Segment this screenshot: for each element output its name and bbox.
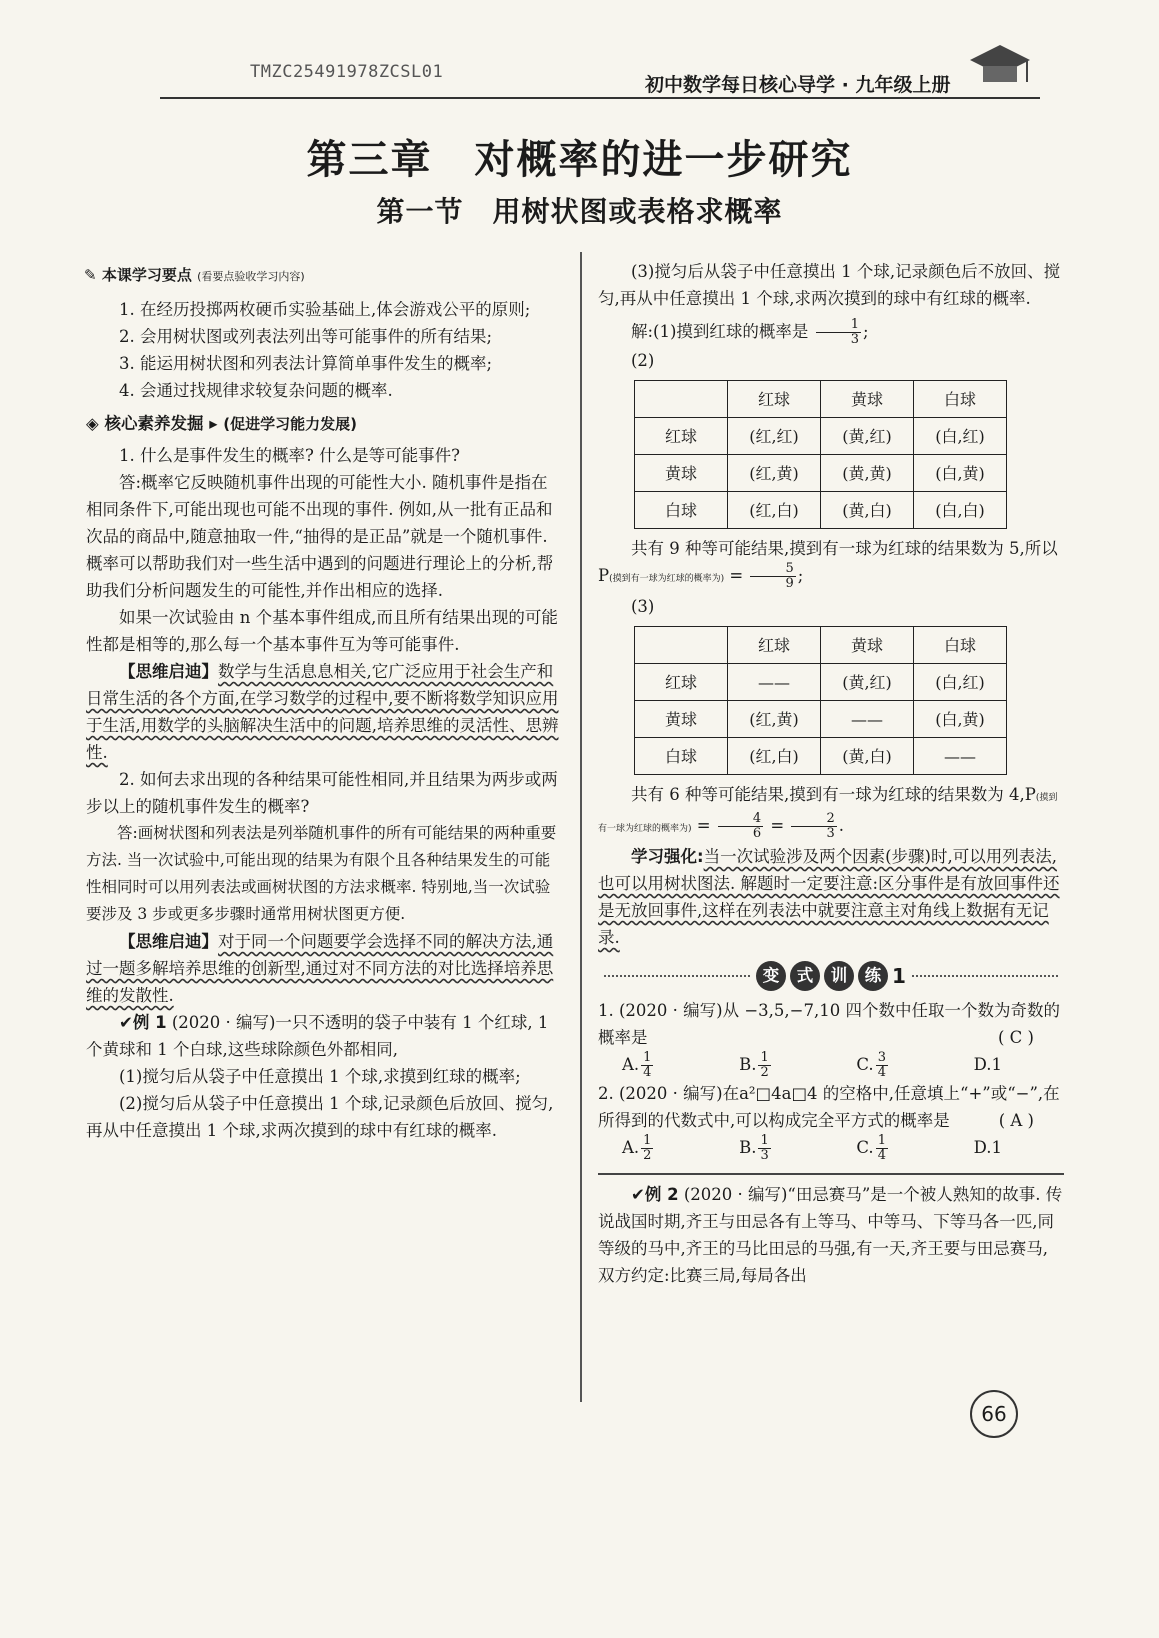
graduation-cap-icon [965,40,1035,95]
fraction: $\frac{1}{3}$ [816,318,861,347]
page-number: 66 [970,1390,1018,1438]
table-row: 红球 —— (黄,红) (白,红) [635,664,1007,701]
left-column [86,262,562,1144]
fraction: $\frac{4}{6}$ [718,812,763,841]
table-row: 白球 (红,白) (黄,白) —— [635,738,1007,775]
answer-2: 答:画树状图和列表法是列举随机事件的所有可能结果的两种重要方法. 当一次试验中,可能出现的结果为有限个且各种结果发生的可能性相同时可以用列表法或画树状图的方法求概率. 特别地,当一次试验要涉及 3 步或更多步骤时通常用树状图更方便. [86,824,557,923]
option: B. $\frac{1}{3}$ [739,1133,769,1163]
table-row: 黄球 (红,黄) —— (白,黄) [635,701,1007,738]
checkmark-icon: ✔ [119,1013,133,1032]
result-2: 共有 9 种等可能结果,摸到有一球为红球的结果数为 5,所以 P(摸到有一球为红球的概率为) = $\frac{5}{9}$ ; [598,539,1058,591]
right-column [598,258,1064,1289]
book-code: TMZC25491978ZCSL01 [250,62,444,82]
table-row: 红球 黄球 白球 [635,381,1007,418]
part-3-label: (3) [631,597,655,616]
table-row: 红球 黄球 白球 [635,627,1007,664]
table-row: 红球 (红,红) (黄,红) (白,红) [635,418,1007,455]
divider [598,1173,1064,1175]
book-name: 初中数学每日核心导学 · 九年级上册 [645,74,951,96]
option: C. $\frac{3}{4}$ [856,1050,886,1080]
example-1-part1: (1)搅匀后从袋子中任意摸出 1 个球,求摸到红球的概率; [119,1067,521,1086]
header-rule [160,97,1040,99]
example-1: ✔例 1 (2020 · 编写)一只不透明的袋子中装有 1 个红球, 1 个黄球和 1 个白球,这些球除颜色外都相同, [86,1013,549,1059]
table-row: 黄球 (红,黄) (黄,黄) (白,黄) [635,455,1007,492]
example-1-part3: (3)搅匀后从袋子中任意摸出 1 个球,记录颜色后不放回、搅匀,再从中任意摸出 1 个球,求两次摸到的球中有红球的概率. [598,262,1061,308]
part-2-label: (2) [631,351,655,370]
think-1: 【思维启迪】数学与生活息息相关,它广泛应用于社会生产和日常生活的各个方面,在学习数学的过程中,要不断将数学知识应用于生活,用数学的头脑解决生活中的问题,培养思维的灵活性、思辨性. [86,662,559,762]
table-part-3 [634,626,1007,775]
question-2: 2. 如何去求出现的各种结果可能性相同,并且结果为两步或两步以上的随机事件发生的概率? [86,770,558,816]
fraction: $\frac{2}{3}$ [791,812,836,841]
exercise-1-options [622,1051,1002,1080]
key-point: 4. 会通过找规律求较复杂问题的概率. [119,381,393,400]
table-row: 白球 (红,白) (黄,白) (白,白) [635,492,1007,529]
chapter-title: 第三章 对概率的进一步研究 [306,137,853,183]
exercise-2: 2. (2020 · 编写)在a²□4a□4 的空格中,任意填上“+”或“−”,在所得到的代数式中,可以构成完全平方式的概率是 ( A ) [598,1084,1060,1130]
think-2: 【思维启迪】对于同一个问题要学会选择不同的解决方法,通过一题多解培养思维的创新型,通过对不同方法的对比选择培养思维的发散性. [86,932,554,1005]
exercise-1: 1. (2020 · 编写)从 −3,5,−7,10 四个数中任取一个数为奇数的概率是 ( C ) [598,1001,1060,1047]
question-1: 1. 什么是事件发生的概率? 什么是等可能事件? [119,446,460,465]
key-point: 1. 在经历投掷两枚硬币实验基础上,体会游戏公平的原则; [119,300,531,319]
key-point: 2. 会用树状图或列表法列出等可能事件的所有结果; [119,327,493,346]
option: A. $\frac{1}{2}$ [622,1133,652,1163]
learning-strengthen: 学习强化:当一次试验涉及两个因素(步骤)时,可以用列表法,也可以用树状图法. 解题时一定要注意:区分事件是有放回事件还是无放回事件,这样在列表法中就要注意主对角线上数据有无记录. [598,847,1060,947]
exercise-2-options [622,1134,1002,1163]
fraction: $\frac{5}{9}$ [750,562,795,591]
section-title: 第一节 用树状图或表格求概率 [376,195,783,228]
key-points-list [86,296,562,404]
checkmark-icon: ✔ [631,1185,645,1204]
key-points-heading: ✎ 本课学习要点 (看要点验收学习内容) [84,266,305,284]
result-3: 共有 6 种等可能结果,摸到有一球为红球的结果数为 4,P(摸到有一球为红球的概率为) = $\frac{4}{6}$ = $\frac{2}{3}$ . [598,785,1058,841]
example-2: ✔例 2 (2020 · 编写)“田忌赛马”是一个被人熟知的故事. 传说战国时期,齐王与田忌各有上等马、中等马、下等马各一匹,同等级的马中,齐王的马比田忌的马强,有一天,齐王要与田忌赛马,双方约定:比赛三局,每局各出 [598,1185,1063,1285]
option: D.1 [973,1138,1002,1157]
option: C. $\frac{1}{4}$ [856,1133,886,1163]
option: B. $\frac{1}{2}$ [739,1050,769,1080]
option: D.1 [973,1055,1002,1074]
table-part-2 [634,380,1007,529]
example-1-part2: (2)搅匀后从袋子中任意摸出 1 个球,记录颜色后放回、搅匀,再从中任意摸出 1 个球,求两次摸到的球中有红球的概率. [86,1094,554,1140]
option: A. $\frac{1}{4}$ [622,1050,652,1080]
answer-1b: 如果一次试验由 n 个基本事件组成,而且所有结果出现的可能性都是相等的,那么每一个基本事件互为等可能事件. [86,608,558,654]
pen-icon: ✎ [84,266,97,284]
solution-1: 解:(1)摸到红球的概率是 $\frac{1}{3}$ ; [631,317,869,347]
practice-banner: 变 式 训 练 1 [598,961,1064,991]
answer-1: 答:概率它反映随机事件出现的可能性大小. 随机事件是指在相同条件下,可能出现也可能不出现的事件. 例如,从一批有正品和次品的商品中,随意抽取一件,“抽得的是正品”就是一个随机事件. 概率可以帮助我们对一些生活中遇到的问题进行理论上的分析,帮助我们分析问题发生的可能性,并作出相应的选择. [86,473,554,600]
core-heading: ◈ 核心素养发掘 ▸ (促进学习能力发展) [86,414,357,433]
column-divider [580,252,582,1402]
diamond-icon: ◈ [86,414,99,433]
key-point: 3. 能运用树状图和列表法计算简单事件发生的概率; [119,354,493,373]
